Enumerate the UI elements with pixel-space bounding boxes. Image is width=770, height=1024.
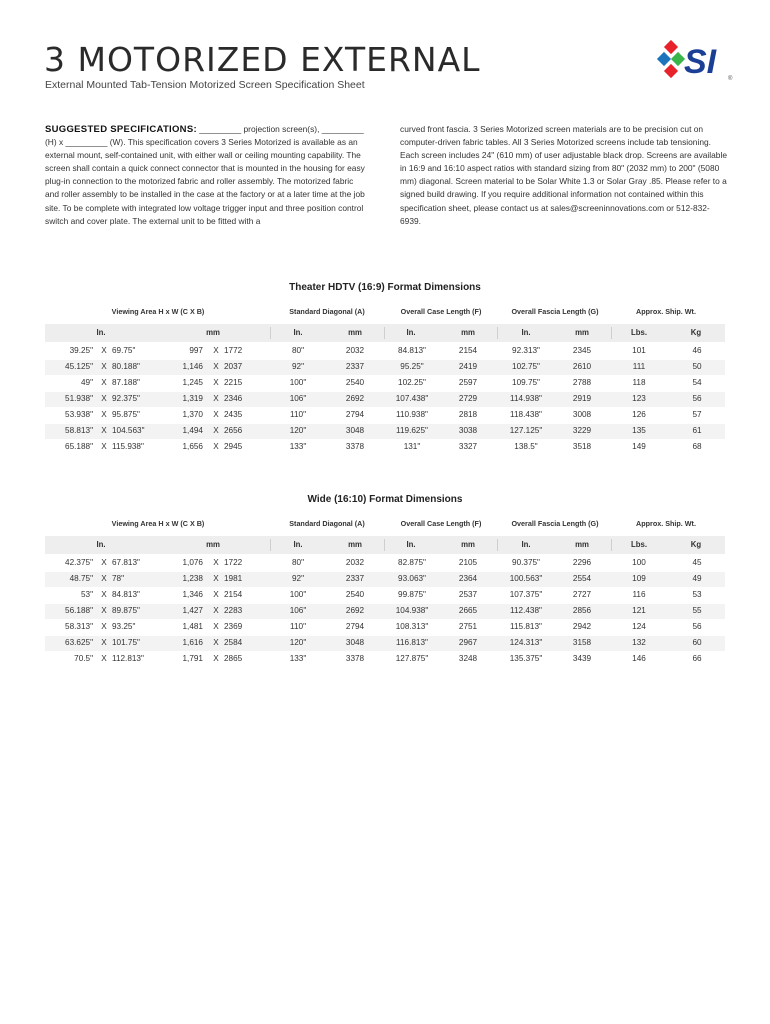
table-cell: 3439	[572, 654, 592, 663]
times-separator: X	[101, 394, 107, 403]
table-cell: 80"	[291, 558, 304, 567]
subheader-label: Kg	[690, 328, 702, 337]
column-group-header: Overall Fascia Length (G)	[511, 307, 599, 316]
table-cell: 2729	[458, 394, 478, 403]
table-cell: 2337	[345, 574, 365, 583]
column-group-header: Viewing Area H x W (C X B)	[111, 307, 205, 316]
subheader-label: In.	[406, 328, 416, 337]
table-cell: 1,494	[182, 426, 203, 435]
table-cell: 118.438"	[510, 410, 542, 419]
column-group-header: Viewing Area H x W (C X B)	[111, 519, 205, 528]
table-cell: 48.75"	[69, 574, 93, 583]
table-cell: 84.813"	[112, 590, 140, 599]
table-cell: 1772	[224, 346, 243, 355]
times-separator: X	[213, 394, 219, 403]
column-group-header: Overall Case Length (F)	[400, 519, 482, 528]
table-cell: 80"	[291, 346, 304, 355]
subheader-label: mm	[461, 540, 475, 549]
table-cell: 102.25"	[398, 378, 426, 387]
table-cell: 118	[632, 378, 646, 387]
table-cell: 2032	[345, 346, 365, 355]
table-cell: 89.875"	[112, 606, 140, 615]
column-group-header: Overall Fascia Length (G)	[511, 519, 599, 528]
table-cell: 46	[692, 346, 702, 355]
subheader-label: In.	[293, 328, 303, 337]
times-separator: X	[213, 638, 219, 647]
table-cell: 2435	[224, 410, 243, 419]
column-group-header: Standard Diagonal (A)	[289, 519, 365, 528]
table-cell: 56	[692, 394, 702, 403]
table-cell: 3378	[345, 442, 365, 451]
table-cell: 104.938"	[395, 606, 429, 615]
table-cell: 2919	[572, 394, 592, 403]
spec-right-text: curved front fascia. 3 Series Motorized screen materials are to be precision cut on computer-driven fabric tables. All 3 Series Motorized screens include tab tensioning. Each screen includes 24" (610 mm) of user adjustable black drop. Screens are available in 16:9 and 16:10 aspect ratios with standard sizing from 80" (2032 mm) to 200" (5080 mm) diagonal. Screen material to be Solar White 1.3 or Solar Gray .85. Please refer to a signed build drawing. If you require additional information not contained within this specification sheet, please contact us at sales@screeninnovations.com or 512-832-6939.	[400, 124, 727, 226]
table-cell: 2105	[458, 558, 478, 567]
column-divider	[384, 327, 385, 339]
subheader-label: mm	[461, 328, 475, 337]
table-cell: 1,370	[182, 410, 203, 419]
table-cell: 100"	[289, 378, 307, 387]
table-cell: 133"	[289, 654, 307, 663]
table-cell: 3048	[345, 638, 365, 647]
table-cell: 997	[189, 346, 203, 355]
table-cell: 78"	[112, 574, 125, 583]
table-cell: 2154	[458, 346, 478, 355]
table-cell: 1,146	[182, 362, 203, 371]
table-cell: 2865	[224, 654, 243, 663]
times-separator: X	[213, 558, 219, 567]
table-cell: 58.313"	[65, 622, 93, 631]
table-cell: 110.938"	[396, 410, 428, 419]
table-cell: 55	[692, 606, 702, 615]
table-cell: 2794	[345, 410, 365, 419]
times-separator: X	[213, 622, 219, 631]
table-cell: 3518	[572, 442, 592, 451]
table-cell: 107.375"	[509, 590, 543, 599]
table-cell: 116	[632, 590, 646, 599]
table-cell: 2419	[458, 362, 478, 371]
si-logo	[656, 40, 736, 88]
column-group-header: Standard Diagonal (A)	[289, 307, 365, 316]
times-separator: X	[213, 590, 219, 599]
logo-text: SI	[684, 43, 717, 81]
diamond-logo-icon	[657, 40, 685, 78]
table-cell: 2942	[572, 622, 592, 631]
subheader-label: mm	[575, 540, 589, 549]
table-cell: 114.938"	[510, 394, 542, 403]
times-separator: X	[213, 378, 219, 387]
table-cell: 3158	[572, 638, 592, 647]
table-cell: 108.313"	[395, 622, 429, 631]
table-cell: 2540	[345, 378, 365, 387]
table-cell: 82.875"	[398, 558, 426, 567]
table-cell: 1,656	[182, 442, 203, 451]
table-cell: 2283	[224, 606, 243, 615]
table-cell: 2692	[345, 606, 365, 615]
table-cell: 138.5"	[514, 442, 538, 451]
subheader-label: In.	[96, 540, 106, 549]
table-cell: 99.875"	[398, 590, 426, 599]
table-cell: 127.125"	[509, 426, 543, 435]
subheader-label: mm	[575, 328, 589, 337]
subheader-label: mm	[348, 328, 362, 337]
table-cell: 95.875"	[112, 410, 140, 419]
table-cell: 2346	[224, 394, 243, 403]
times-separator: X	[213, 346, 219, 355]
table-cell: 106"	[289, 606, 307, 615]
table-cell: 2856	[572, 606, 592, 615]
table-cell: 56	[692, 622, 702, 631]
times-separator: X	[101, 346, 107, 355]
times-separator: X	[213, 574, 219, 583]
column-group-header: Approx. Ship. Wt.	[636, 519, 696, 528]
table-cell: 92"	[291, 362, 304, 371]
times-separator: X	[101, 442, 107, 451]
subheader-label: In.	[406, 540, 416, 549]
table-cell: 60	[692, 638, 702, 647]
table-cell: 131"	[403, 442, 421, 451]
table-cell: 92.313"	[512, 346, 540, 355]
table-cell: 2337	[345, 362, 365, 371]
table-cell: 53	[692, 590, 702, 599]
table-cell: 1,481	[182, 622, 203, 631]
table-cell: 2788	[572, 378, 592, 387]
table-cell: 110"	[290, 622, 306, 631]
table-cell: 39.25"	[69, 346, 93, 355]
table-cell: 3229	[572, 426, 592, 435]
table-cell: 90.375"	[512, 558, 540, 567]
table-cell: 121	[632, 606, 646, 615]
column-divider	[497, 539, 498, 551]
table-cell: 3008	[572, 410, 592, 419]
table-cell: 67.813"	[112, 558, 140, 567]
registered-mark: ®	[728, 76, 733, 82]
subheader-label: mm	[348, 540, 362, 549]
table-cell: 2037	[224, 362, 243, 371]
column-group-header: Overall Case Length (F)	[400, 307, 482, 316]
table-cell: 100.563"	[509, 574, 543, 583]
table-cell: 54	[692, 378, 702, 387]
table-cell: 1,427	[182, 606, 203, 615]
times-separator: X	[101, 362, 107, 371]
table-cell: 61	[692, 426, 702, 435]
table-cell: 116.813"	[396, 638, 428, 647]
table-cell: 112.813"	[112, 654, 144, 663]
table-cell: 109.75"	[512, 378, 540, 387]
table-cell: 109	[632, 574, 646, 583]
table-cell: 84.813"	[398, 346, 426, 355]
times-separator: X	[213, 654, 219, 663]
subheader-label: mm	[206, 540, 220, 549]
table-cell: 1,791	[182, 654, 203, 663]
table-cell: 115.813"	[510, 622, 542, 631]
times-separator: X	[101, 558, 107, 567]
table-cell: 1,238	[182, 574, 203, 583]
table-cell: 95.25"	[400, 362, 424, 371]
table-cell: 133"	[289, 442, 307, 451]
table-cell: 2597	[458, 378, 478, 387]
table-title: Wide (16:10) Format Dimensions	[307, 494, 463, 505]
page-subtitle: External Mounted Tab-Tension Motorized Screen Specification Sheet	[45, 79, 365, 91]
subheader-label: In.	[521, 540, 531, 549]
table-cell: 65.188"	[65, 442, 93, 451]
table-cell: 1,245	[182, 378, 203, 387]
times-separator: X	[101, 378, 107, 387]
table-cell: 149	[632, 442, 646, 451]
table-cell: 1,319	[182, 394, 203, 403]
table-cell: 2537	[458, 590, 478, 599]
table-cell: 2554	[572, 574, 592, 583]
table-cell: 2369	[224, 622, 243, 631]
times-separator: X	[101, 410, 107, 419]
spec-right-column	[400, 123, 728, 228]
table-cell: 111	[632, 362, 646, 371]
times-separator: X	[213, 410, 219, 419]
table-cell: 2945	[224, 442, 243, 451]
spec-left-text: _________ projection screen(s), _________ (H) x _________ (W). This specification covers 3 Series Motorized is available as an external mount, self-contained unit, with either wall or ceiling mounting capability. The screen shall contain a quick connect connector that is mounted in the housing for easy plug-in connection to the motorized fabric and roller assembly. The motorized fabric and roller assembly to be installed in the case at the factory or at a later time at the job site. To be complete with integrated low voltage trigger input and three position control switch and cover plate. The external unit to be fitted with a	[45, 124, 365, 226]
table-cell: 124.313"	[509, 638, 543, 647]
table-cell: 132	[632, 638, 646, 647]
table-cell: 49	[692, 574, 702, 583]
spec-heading: SUGGESTED SPECIFICATIONS:	[45, 124, 197, 135]
column-divider	[270, 327, 271, 339]
table-cell: 2345	[572, 346, 592, 355]
subheader-label: In.	[96, 328, 106, 337]
table-cell: 104.563"	[112, 426, 145, 435]
table-cell: 100"	[289, 590, 307, 599]
column-group-header: Approx. Ship. Wt.	[636, 307, 696, 316]
column-divider	[384, 539, 385, 551]
times-separator: X	[101, 638, 107, 647]
table-cell: 115.938"	[112, 442, 144, 451]
table-cell: 123	[632, 394, 646, 403]
column-divider	[611, 327, 612, 339]
table-cell: 2364	[458, 574, 478, 583]
times-separator: X	[101, 574, 107, 583]
table-cell: 102.75"	[512, 362, 540, 371]
column-divider	[270, 539, 271, 551]
table-cell: 2584	[224, 638, 243, 647]
table-cell: 2032	[345, 558, 365, 567]
table-cell: 1,346	[182, 590, 203, 599]
times-separator: X	[101, 426, 107, 435]
table-cell: 135.375"	[509, 654, 543, 663]
table-cell: 2154	[224, 590, 243, 599]
table-cell: 53"	[80, 590, 93, 599]
table-cell: 1722	[224, 558, 243, 567]
table-cell: 2540	[345, 590, 365, 599]
table-cell: 112.438"	[510, 606, 542, 615]
column-divider	[611, 539, 612, 551]
table-cell: 126	[632, 410, 646, 419]
subheader-label: Kg	[690, 540, 702, 549]
table-cell: 127.875"	[395, 654, 429, 663]
table-cell: 66	[692, 654, 702, 663]
subheader-label: In.	[293, 540, 303, 549]
times-separator: X	[101, 606, 107, 615]
table-cell: 58.813"	[65, 426, 93, 435]
table-cell: 101	[632, 346, 646, 355]
table-cell: 2727	[572, 590, 592, 599]
table-cell: 51.938"	[65, 394, 93, 403]
table-cell: 1,616	[182, 638, 203, 647]
table-cell: 2215	[224, 378, 243, 387]
table-cell: 56.188"	[65, 606, 93, 615]
table-cell: 100	[632, 558, 646, 567]
table-cell: 2656	[224, 426, 243, 435]
column-divider	[497, 327, 498, 339]
table-cell: 2692	[345, 394, 365, 403]
table-cell: 50	[692, 362, 702, 371]
subheader-label: mm	[206, 328, 220, 337]
times-separator: X	[213, 362, 219, 371]
table-cell: 70.5"	[74, 654, 93, 663]
table-cell: 1,076	[182, 558, 203, 567]
table-cell: 3038	[458, 426, 478, 435]
table-cell: 2818	[458, 410, 478, 419]
table-cell: 92.375"	[112, 394, 140, 403]
table-cell: 106"	[289, 394, 307, 403]
subheader-label: Lbs.	[630, 328, 648, 337]
page-title: 3 MOTORIZED EXTERNAL	[44, 40, 481, 79]
table-cell: 2296	[572, 558, 592, 567]
table-title: Theater HDTV (16:9) Format Dimensions	[289, 282, 481, 293]
table-cell: 45	[692, 558, 702, 567]
spec-left-column	[45, 123, 365, 228]
table-cell: 2610	[572, 362, 592, 371]
table-cell: 2751	[458, 622, 478, 631]
table-cell: 3248	[458, 654, 478, 663]
times-separator: X	[101, 590, 107, 599]
table-cell: 3048	[345, 426, 365, 435]
times-separator: X	[101, 622, 107, 631]
times-separator: X	[213, 606, 219, 615]
table-cell: 42.375"	[65, 558, 93, 567]
times-separator: X	[101, 654, 107, 663]
table-cell: 49"	[80, 378, 93, 387]
table-cell: 135	[632, 426, 646, 435]
table-cell: 3378	[345, 654, 365, 663]
table-cell: 45.125"	[65, 362, 93, 371]
table-cell: 3327	[458, 442, 478, 451]
times-separator: X	[213, 426, 219, 435]
table-cell: 87.188"	[112, 378, 140, 387]
table-cell: 69.75"	[112, 346, 136, 355]
table-cell: 110"	[290, 410, 306, 419]
table-cell: 120"	[289, 426, 307, 435]
table-cell: 1981	[224, 574, 243, 583]
subheader-label: Lbs.	[630, 540, 648, 549]
subheader-label: In.	[521, 328, 531, 337]
table-cell: 107.438"	[395, 394, 429, 403]
table-cell: 93.25"	[112, 622, 136, 631]
table-cell: 2665	[458, 606, 478, 615]
table-cell: 92"	[291, 574, 304, 583]
table-cell: 93.063"	[398, 574, 426, 583]
table-cell: 80.188"	[112, 362, 140, 371]
table-cell: 53.938"	[65, 410, 93, 419]
table-cell: 2794	[345, 622, 365, 631]
table-cell: 120"	[289, 638, 307, 647]
table-cell: 146	[632, 654, 646, 663]
table-cell: 57	[692, 410, 702, 419]
times-separator: X	[213, 442, 219, 451]
table-cell: 124	[632, 622, 646, 631]
table-cell: 2967	[458, 638, 478, 647]
table-cell: 63.625"	[65, 638, 93, 647]
table-cell: 119.625"	[396, 426, 428, 435]
table-cell: 68	[692, 442, 702, 451]
table-cell: 101.75"	[112, 638, 140, 647]
